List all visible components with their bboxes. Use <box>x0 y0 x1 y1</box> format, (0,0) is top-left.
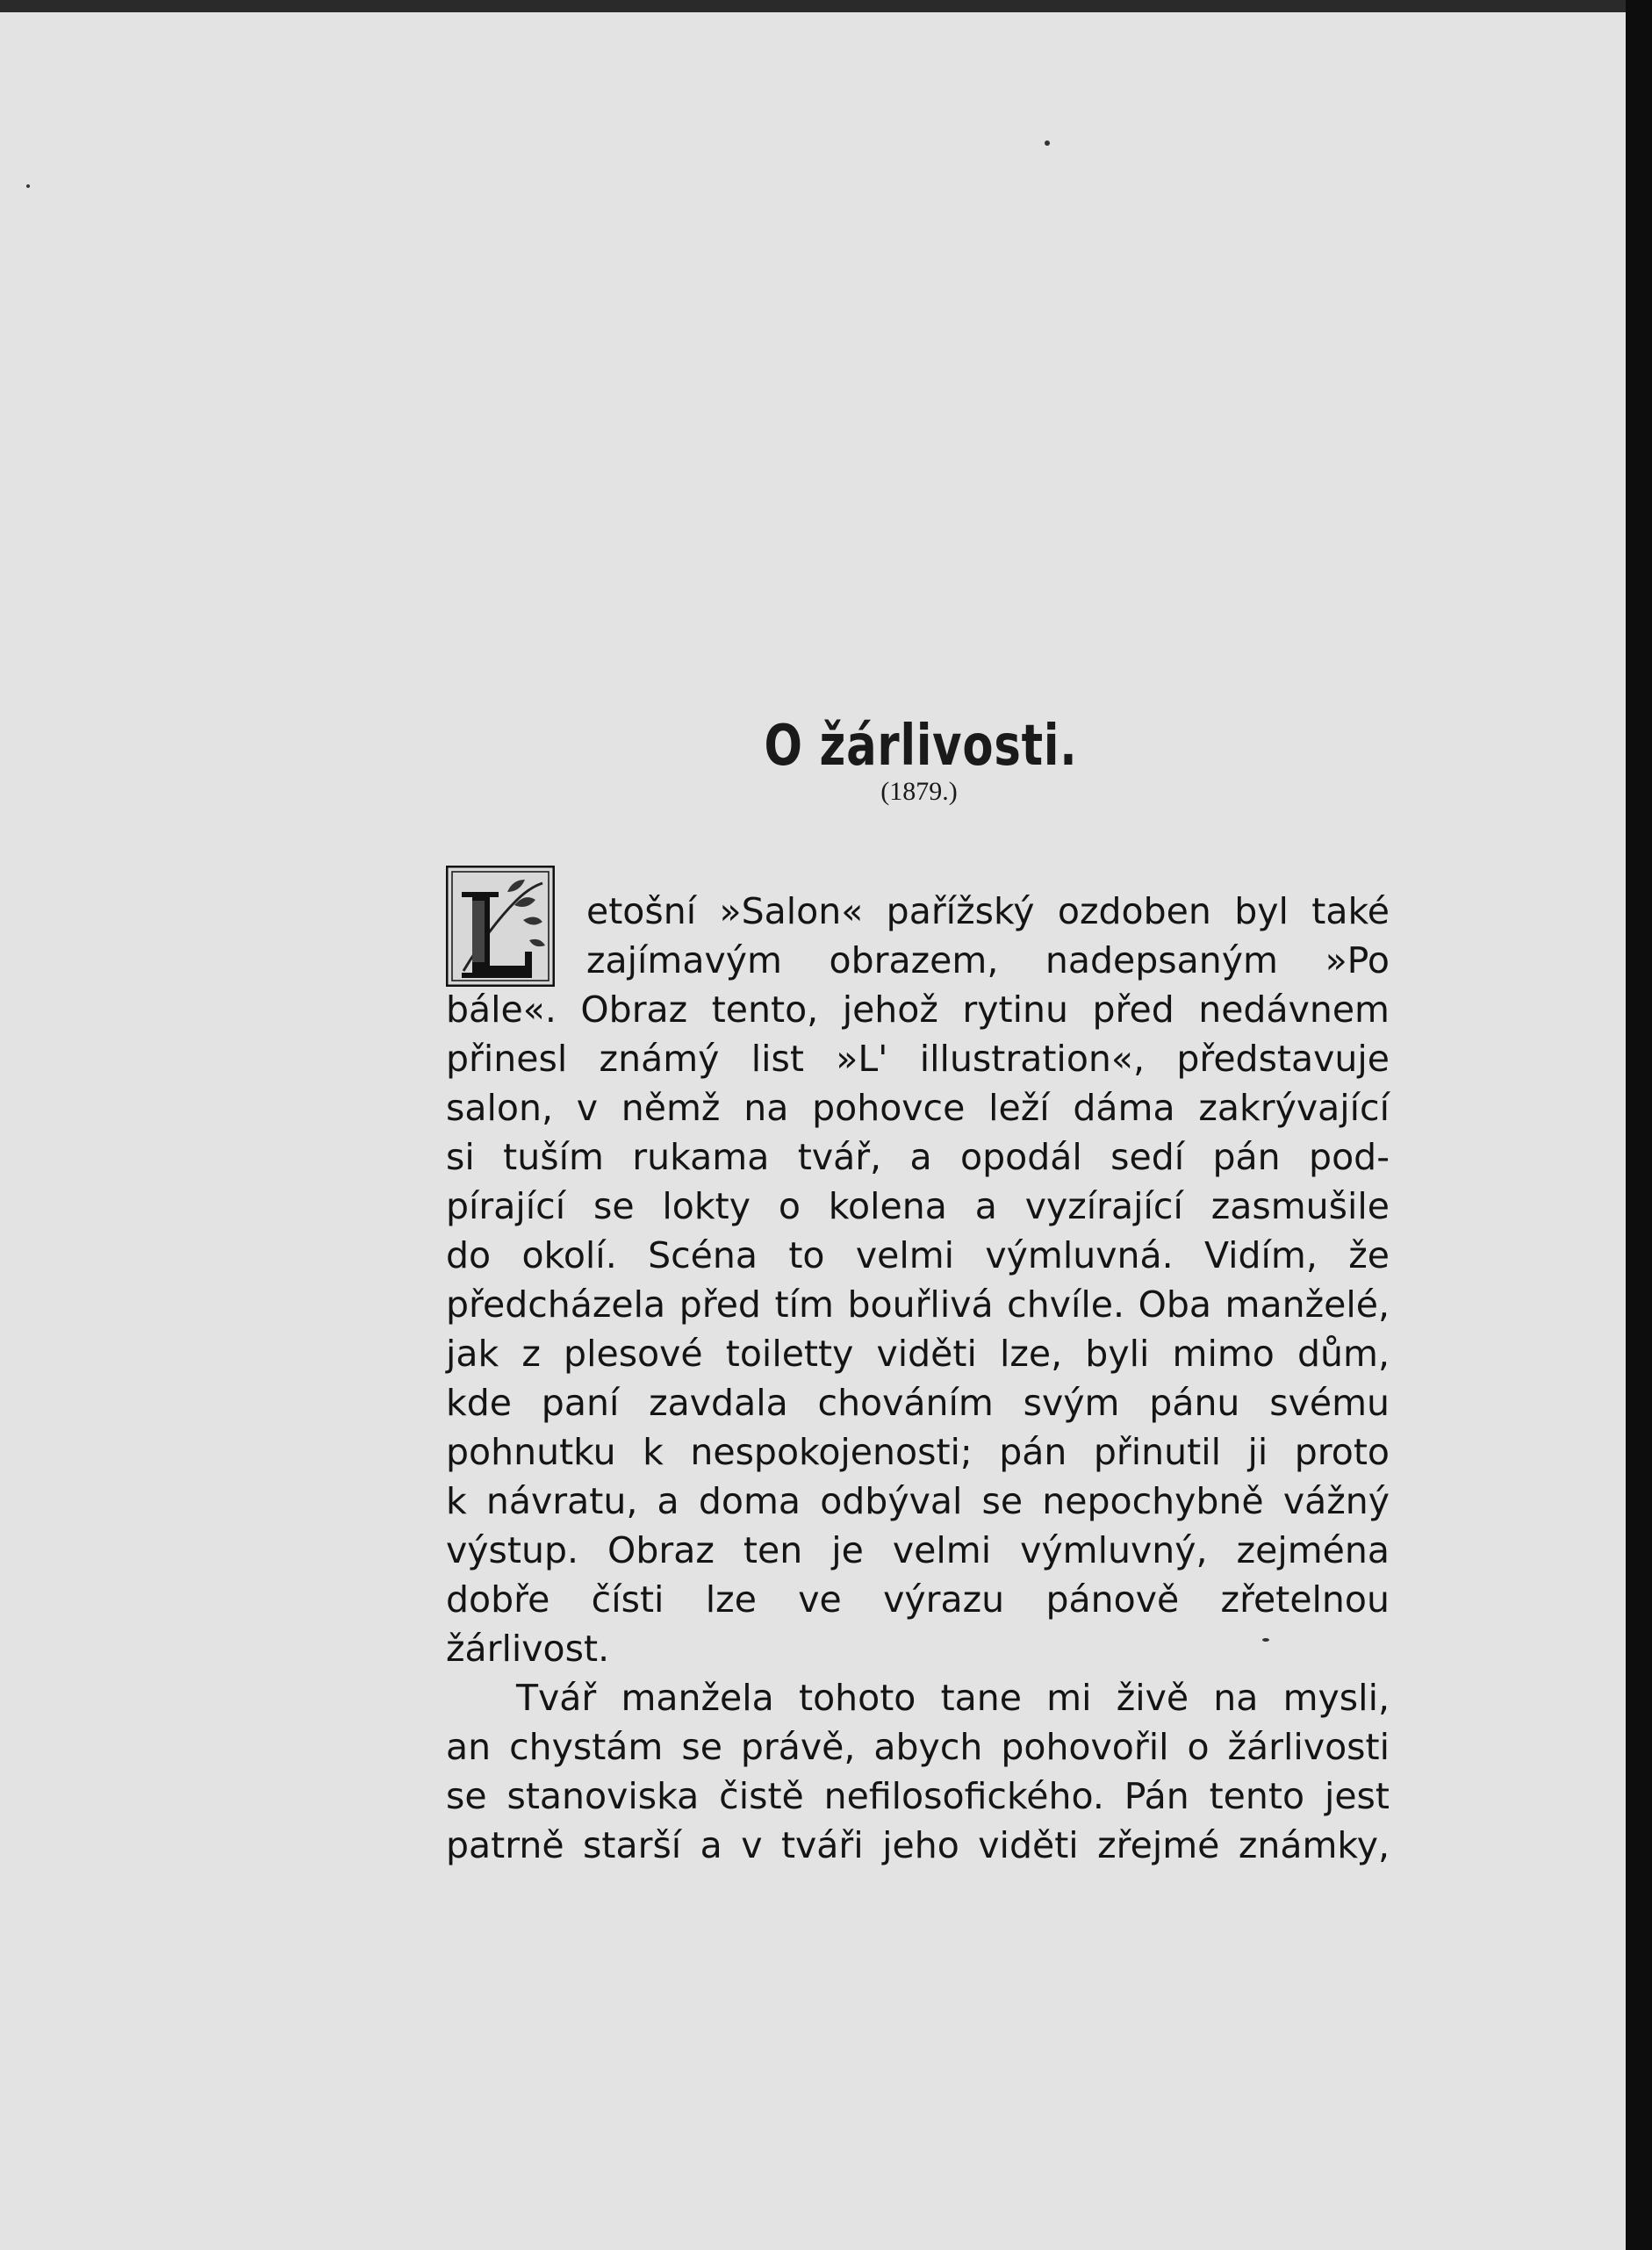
speck <box>26 184 30 188</box>
text-line: jak z plesové toiletty viděti lze, byli mimo dům, <box>446 1333 1390 1375</box>
text-line: patrně starší a v tváři jeho viděti zřejmé známky, <box>446 1824 1390 1866</box>
text-line: Tvář manžela tohoto tane mi živě na mysli, <box>516 1677 1390 1719</box>
text-line: se stanoviska čistě nefilosofického. Pán tento jest <box>446 1775 1390 1817</box>
text-line: pírající se lokty o kolena a vyzírající zasmušile <box>446 1185 1390 1227</box>
text-line: výstup. Obraz ten je velmi výmluvný, zejména <box>446 1529 1390 1571</box>
text-line: pohnutku k nespokojenosti; pán přinutil ji proto <box>446 1431 1390 1473</box>
text-line: do okolí. Scéna to velmi výmluvná. Vidím, že <box>446 1234 1390 1276</box>
chapter-year: (1879.) <box>880 777 958 806</box>
text-line: zajímavým obrazem, nadepsaným »Po <box>586 939 1390 981</box>
text-line: k návratu, a doma odbýval se nepochybně vážný <box>446 1480 1390 1522</box>
text-line: salon, v němž na pohovce leží dáma zakrývající <box>446 1087 1390 1129</box>
text-line: si tuším rukama tvář, a opodál sedí pán pod- <box>446 1136 1390 1178</box>
text-line: dobře čísti lze ve výrazu pánově zřetelnou <box>446 1578 1390 1621</box>
text-line: předcházela před tím bouřlivá chvíle. Oba manželé, <box>446 1283 1390 1326</box>
text-line: žárlivost. <box>446 1628 610 1670</box>
text-line: bále«. Obraz tento, jehož rytinu před nedávnem <box>446 988 1390 1031</box>
text-line: přinesl známý list »L' illustration«, představuje <box>446 1038 1390 1080</box>
text-line: etošní »Salon« pařížský ozdoben byl také <box>586 890 1390 932</box>
text-line: kde paní zavdala chováním svým pánu svému <box>446 1382 1390 1424</box>
body-text <box>446 887 1390 1870</box>
text-line: an chystám se právě, abych pohovořil o žárlivosti <box>446 1726 1390 1768</box>
speck <box>1045 140 1050 146</box>
page-top-edge <box>0 0 1626 12</box>
page-title: O žárlivosti. <box>764 713 1078 779</box>
book-spine-edge <box>1626 0 1652 2250</box>
